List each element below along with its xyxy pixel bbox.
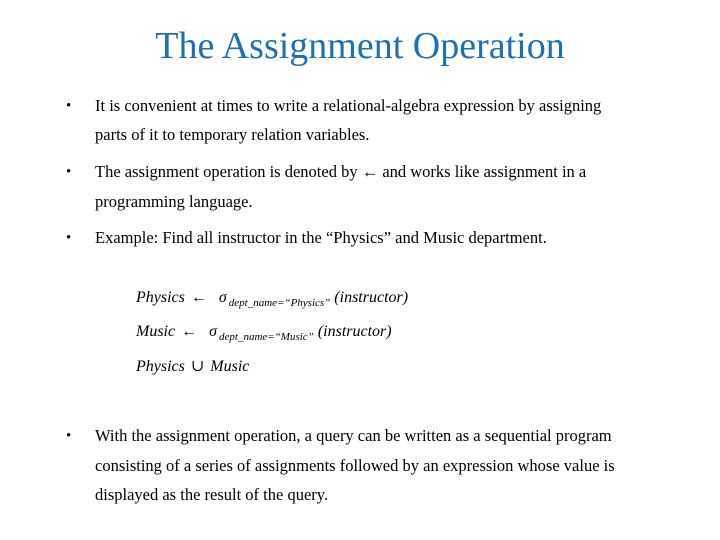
equation-argument: (instructor): [334, 289, 409, 306]
bullet-2-line-1: The assignment operation is denoted by ← and works like assignment in a: [95, 162, 587, 181]
equation-lhs: Physics: [136, 358, 185, 375]
bullet-marker: •: [66, 428, 72, 444]
slide-title: The Assignment Operation: [155, 25, 565, 67]
equation-music-selection: [136, 322, 392, 343]
bullet-4-line-1: With the assignment operation, a query can be written as a sequential program: [95, 426, 612, 445]
sigma-symbol: σ: [209, 323, 217, 340]
bullet-marker: •: [66, 230, 72, 246]
equation-union: [136, 357, 249, 377]
bullet-marker: •: [66, 98, 72, 114]
bullet-1-line-1: It is convenient at times to write a relational-algebra expression by assigning: [95, 96, 602, 115]
bullet-4-line-3: displayed as the result of the query.: [95, 485, 329, 504]
bullet-3-line-1: Example: Find all instructor in the “Physics” and Music department.: [95, 228, 547, 247]
union-symbol-icon: ∪: [190, 358, 205, 375]
equation-lhs: Music: [136, 323, 176, 340]
equation-lhs: Physics: [136, 289, 185, 306]
selection-predicate: dept_name=“Music”: [219, 331, 314, 343]
equation-physics-selection: [136, 288, 408, 309]
bullet-1-line-2: parts of it to temporary relation variables.: [95, 125, 370, 144]
sigma-symbol: σ: [218, 289, 227, 306]
assignment-arrow-icon: ←: [190, 289, 207, 306]
bullet-4-line-2: consisting of a series of assignments followed by an expression whose value is: [95, 456, 615, 475]
selection-predicate: dept_name=“Physics”: [228, 297, 331, 309]
bullet-marker: •: [66, 164, 72, 180]
bullet-2-line-2: programming language.: [95, 192, 253, 211]
equation-argument: (instructor): [317, 323, 392, 340]
equation-rhs: Music: [210, 358, 250, 375]
assignment-arrow-icon: ←: [181, 323, 198, 340]
